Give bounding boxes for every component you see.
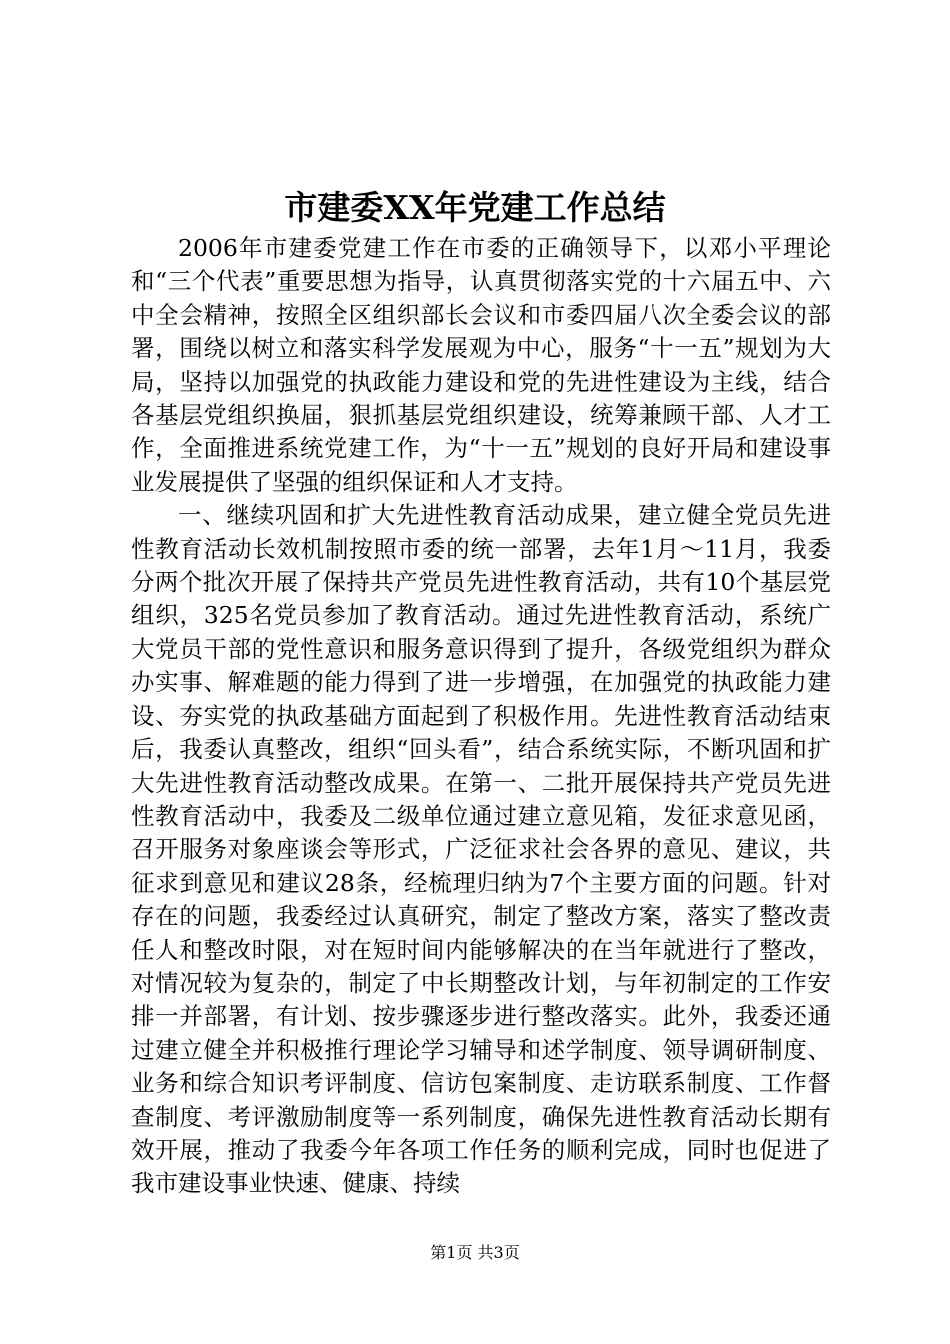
page-footer: 第1页 共3页 bbox=[430, 1243, 520, 1262]
document-title: 市建委XX年党建工作总结 bbox=[284, 188, 666, 227]
paragraph-intro: 2006年市建委党建工作在市委的正确领导下，以邓小平理论和“三个代表”重要思想为指导，认真贯彻落实党的十六届五中、六中全会精神，按照全区组织部长会议和市委四届八次全委会议的部署，围绕以树立和落实科学发展观为中心，服务“十一五”规划为大局，坚持以加强党的执政能力建设和党的先进性建设为主线，结合各基层党组织换届，狠抓基层党组织建设，统筹兼顾干部、人才工作，全面推进系统党建工作，为“十一五”规划的良好开局和建设事业发展提供了坚强的组织保证和人才支持。 bbox=[131, 234, 831, 496]
paragraph-section-one: 一、继续巩固和扩大先进性教育活动成果，建立健全党员先进性教育活动长效机制按照市委的统一部署，去年1月～11月，我委分两个批次开展了保持共产党员先进性教育活动，共有10个基层党组织，325名党员参加了教育活动。通过先进性教育活动，系统广大党员干部的党性意识和服务意识得到了提升，各级党组织为群众办实事、解难题的能力得到了进一步增强，在加强党的执政能力建设、夯实党的执政基础方面起到了积极作用。先进性教育活动结束后，我委认真整改，组织“回头看”，结合系统实际，不断巩固和扩大先进性教育活动整改成果。在第一、二批开展保持共产党员先进性教育活动中，我委及二级单位通过建立意见箱，发征求意见函，召开服务对象座谈会等形式，广泛征求社会各界的意见、建议，共征求到意见和建议28条，经梳理归纳为7个主要方面的问题。针对存在的问题，我委经过认真研究，制定了整改方案，落实了整改责任人和整改时限，对在短时间内能够解决的在当年就进行了整改，对情况较为复杂的，制定了中长期整改计划，与年初制定的工作安排一并部署，有计划、按步骤逐步进行整改落实。此外，我委还通过建立健全并积极推行理论学习辅导和述学制度、领导调研制度、业务和综合知识考评制度、信访包案制度、走访联系制度、工作督查制度、考评激励制度等一系列制度，确保先进性教育活动长期有效开展，推动了我委今年各项工作任务的顺利完成，同时也促进了我市建设事业快速、健康、持续 bbox=[131, 501, 831, 1198]
document-body bbox=[131, 232, 831, 1201]
